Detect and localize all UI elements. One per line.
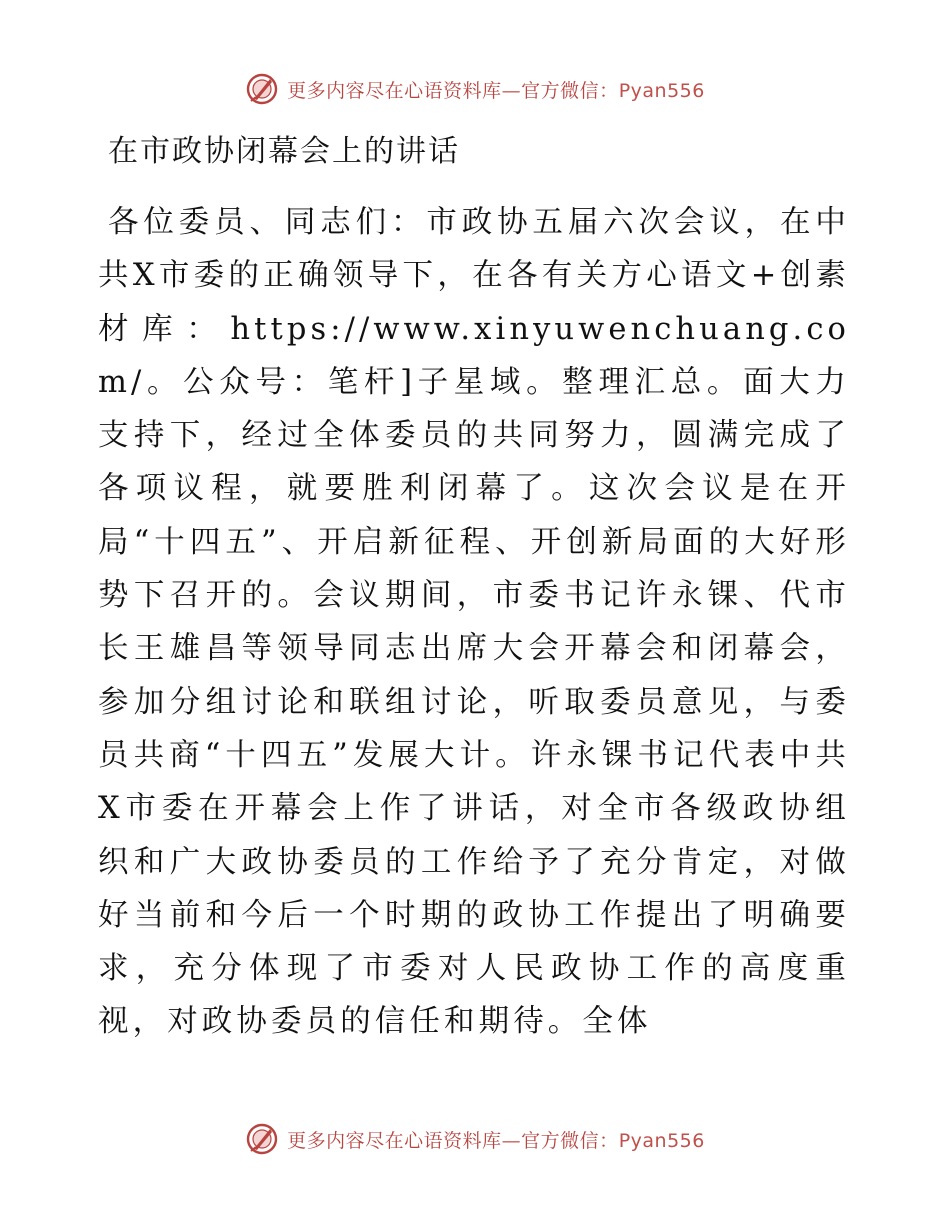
watermark-text [287,1126,705,1153]
document-body: 各位委员、同志们：市政协五届六次会议，在中共X市委的正确领导下，在各有关方心语文+创素材库：https://www.xinyuwenchuang.com/。公众号：笔杆]子星域。整理汇总。面大力支持下，经过全体委员的共同努力，圆满完成了各项议程，就要胜利闭幕了。这次会议是在开局“十四五”、开启新征程、开创新局面的大好形势下召开的。会议期间，市委书记许永锞、代市长王雄昌等领导同志出席大会开幕会和闭幕会，参加分组讨论和联组讨论，听取委员意见，与委员共商“十四五”发展大计。许永锞书记代表中共X市委在开幕会上作了讲话，对全市各级政协组织和广大政协委员的工作给予了充分肯定，对做好当前和今后一个时期的政协工作提出了明确要求，充分体现了市委对人民政协工作的高度重视，对政协委员的信任和期待。全体 [98,205,850,1040]
watermark-brand: 更多内容尽在心语资料库 [287,79,502,102]
watermark-wechat-label: 官方微信： [521,1129,619,1152]
watermark-wechat-id: Pyan556 [618,1129,705,1152]
header-watermark [0,72,950,106]
watermark-separator: — [501,1129,522,1152]
watermark-wechat-label: 官方微信： [521,79,619,102]
document-title: 在市政协闭幕会上的讲话 [108,134,460,169]
watermark-brand: 更多内容尽在心语资料库 [287,1129,502,1152]
footer-watermark [0,1122,950,1156]
quill-seal-icon [245,1122,279,1156]
watermark-text [287,76,705,103]
watermark-separator: — [501,79,522,102]
quill-seal-icon [245,72,279,106]
watermark-wechat-id: Pyan556 [618,79,705,102]
